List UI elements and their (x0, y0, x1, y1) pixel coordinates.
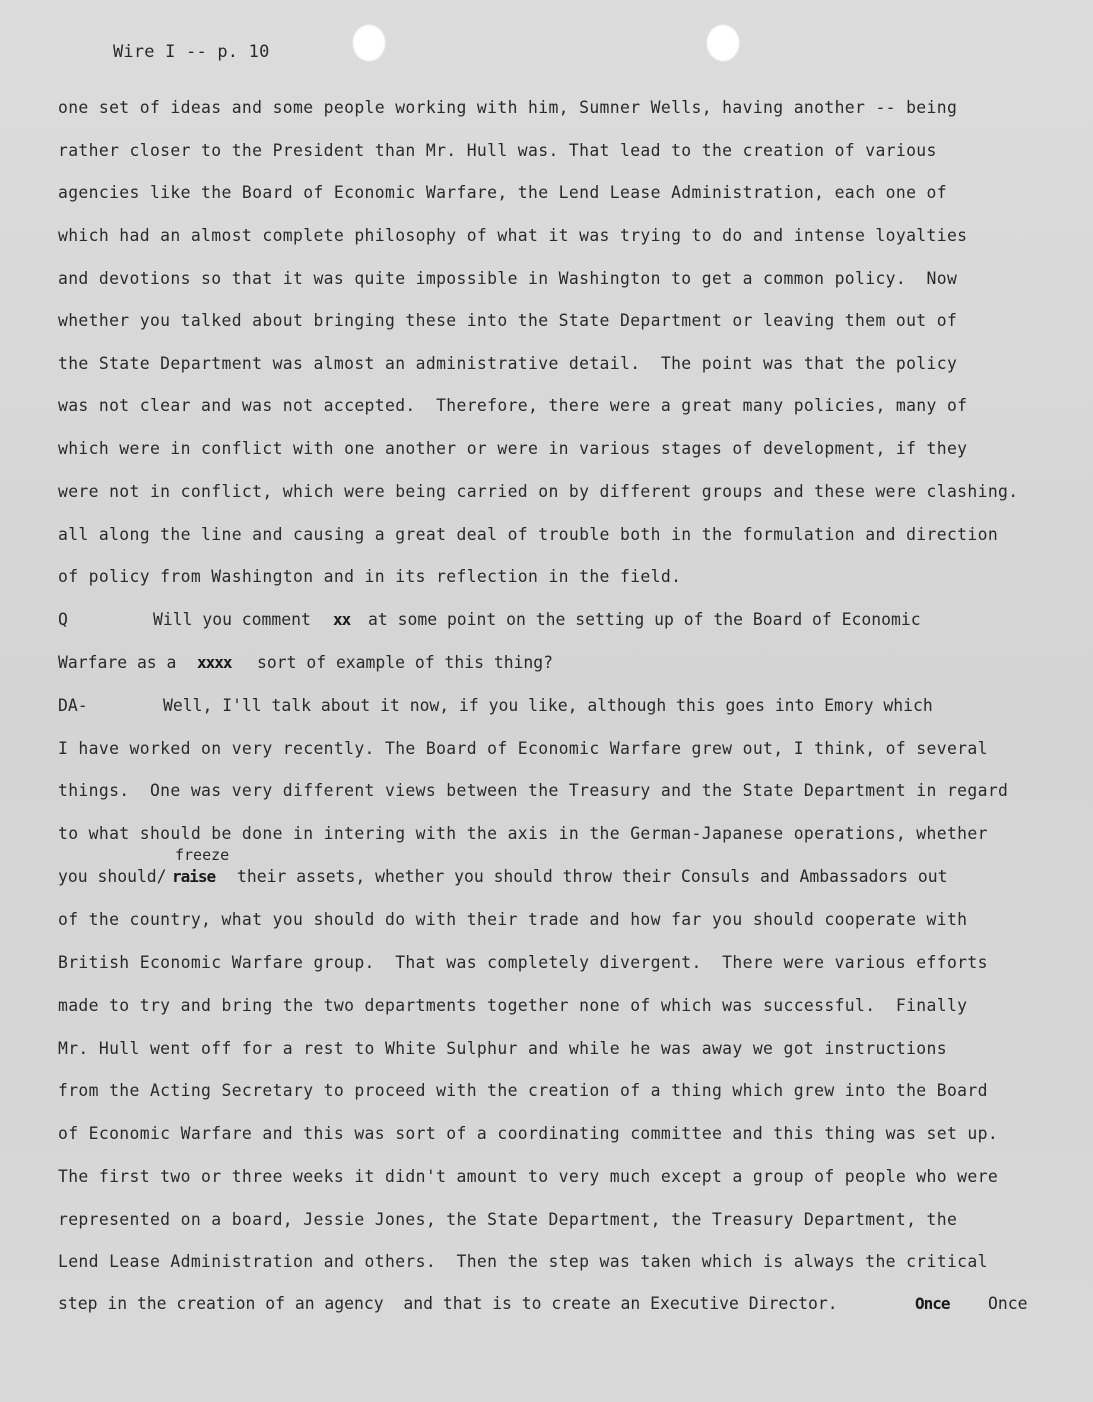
struck-text: xxxx (197, 653, 232, 672)
text-line: things. One was very different views between the Treasury and the State Department in regard (58, 781, 1009, 800)
text-line: to what should be done in intering with the axis in the German-Japanese operations, whether (58, 824, 988, 843)
question-text: at some point on the setting up of the Board of Economic (368, 610, 921, 629)
text-line: Once (988, 1294, 1028, 1313)
text-line: and devotions so that it was quite impossible in Washington to get a common policy. Now (58, 269, 958, 288)
question-text: sort of example of this thing? (257, 653, 554, 672)
punch-hole-left (352, 24, 386, 62)
text-line: represented on a board, Jessie Jones, the State Department, the Treasury Department, the (58, 1210, 958, 1229)
interlinear-insert: freeze (175, 846, 230, 864)
text-line: were not in conflict, which were being carried on by different groups and these were clashing. (58, 482, 1019, 501)
text-line: which had an almost complete philosophy of what it was trying to do and intense loyalties (58, 226, 968, 245)
text-line: made to try and bring the two departments together none of which was successful. Finally (58, 996, 968, 1015)
text-line: the State Department was almost an administrative detail. The point was that the policy (58, 354, 958, 373)
text-line: Mr. Hull went off for a rest to White Sulphur and while he was away we got instructions (58, 1039, 947, 1058)
question-text: Will you comment (153, 610, 311, 629)
text-line: was not clear and was not accepted. Therefore, there were a great many policies, many of (58, 396, 968, 415)
text-line: whether you talked about bringing these into the State Department or leaving them out of (58, 311, 958, 330)
text-line: British Economic Warfare group. That was completely divergent. There were various efforts (58, 953, 988, 972)
text-line: rather closer to the President than Mr. Hull was. That lead to the creation of various (58, 141, 937, 160)
question-marker: Q (58, 610, 68, 629)
text-line: all along the line and causing a great deal of trouble both in the formulation and direction (58, 525, 999, 544)
page-header: Wire I -- p. 10 (113, 42, 270, 62)
question-text: Warfare as a (58, 653, 177, 672)
text-line: which were in conflict with one another or were in various stages of development, if they (58, 439, 968, 458)
text-line: agencies like the Board of Economic Warfare, the Lend Lease Administration, each one of (58, 183, 947, 202)
struck-text: Once (915, 1294, 950, 1313)
struck-text: raise (172, 867, 216, 886)
text-line: their assets, whether you should throw their Consuls and Ambassadors out (237, 867, 948, 886)
text-line: of the country, what you should do with their trade and how far you should cooperate with (58, 910, 968, 929)
text-line: one set of ideas and some people working with him, Sumner Wells, having another -- being (58, 98, 958, 117)
answer-marker: DA- (58, 696, 88, 715)
text-line: The first two or three weeks it didn't amount to very much except a group of people who were (58, 1167, 999, 1186)
text-line: Lend Lease Administration and others. Then the step was taken which is always the critical (58, 1252, 988, 1271)
text-line: of Economic Warfare and this was sort of a coordinating committee and this thing was set up. (58, 1124, 999, 1143)
text-line: from the Acting Secretary to proceed with the creation of a thing which grew into the Board (58, 1081, 988, 1100)
text-line: of policy from Washington and in its reflection in the field. (58, 567, 682, 586)
text-line: step in the creation of an agency and that is to create an Executive Director. (58, 1294, 838, 1313)
struck-text: xx (333, 610, 351, 629)
text-line: I have worked on very recently. The Board of Economic Warfare grew out, I think, of several (58, 739, 988, 758)
answer-text: Well, I'll talk about it now, if you like, although this goes into Emory which (163, 696, 933, 715)
punch-hole-right (706, 24, 740, 62)
text-line: you should/ (58, 867, 167, 886)
